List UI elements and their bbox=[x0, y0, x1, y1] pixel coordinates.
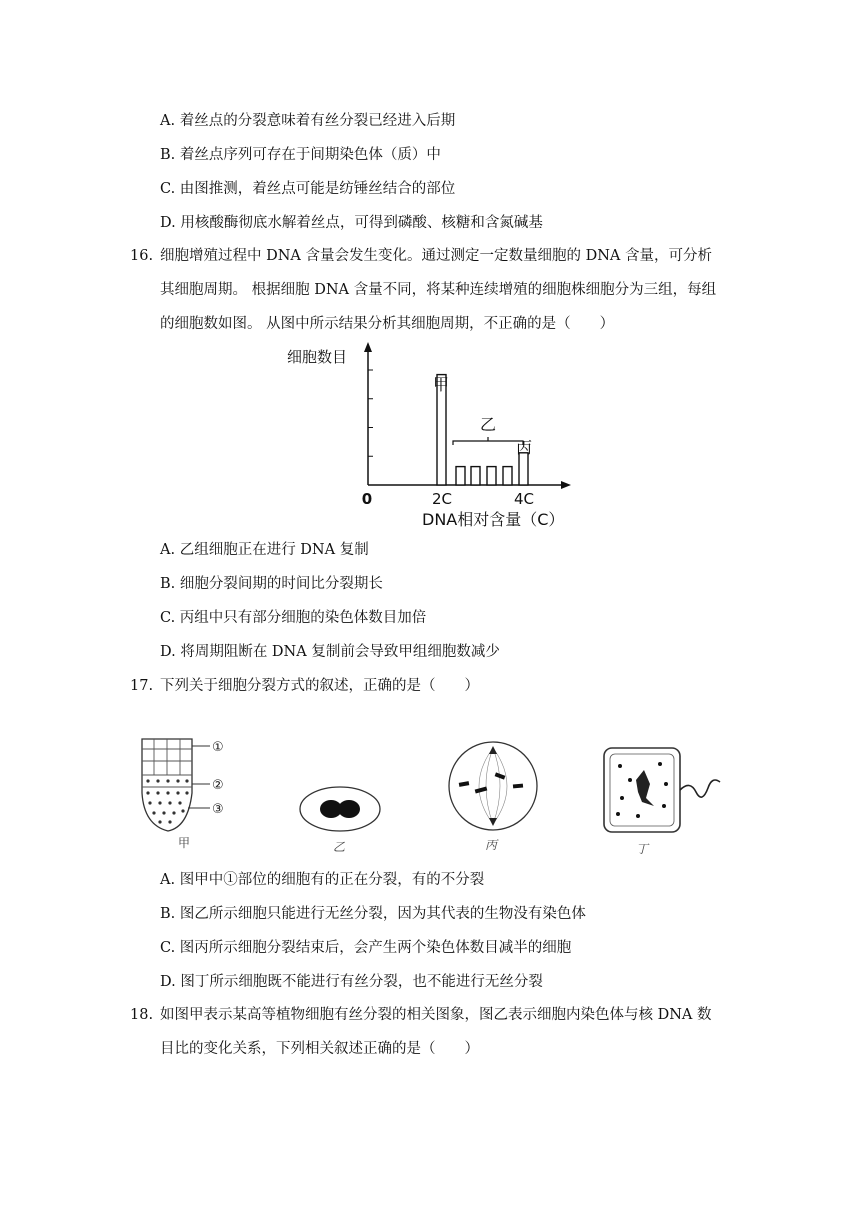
root-label-1: ① bbox=[212, 740, 224, 755]
q17-stem: 下列关于细胞分裂方式的叙述，正确的是（ ） bbox=[160, 678, 479, 694]
group-yi-bracket bbox=[453, 437, 523, 445]
bar-yi-2 bbox=[471, 467, 480, 485]
x-tick-4c: 4C bbox=[513, 490, 535, 508]
root-label-2: ② bbox=[212, 778, 224, 793]
q17-number: 17. bbox=[130, 678, 154, 694]
q15-option-d: D. 用核酸酶彻底水解着丝点，可得到磷酸、核糖和含氮碱基 bbox=[160, 215, 543, 231]
q17-option-c: C. 图丙所示细胞分裂结束后，会产生两个染色体数目减半的细胞 bbox=[160, 940, 572, 956]
q17-option-a: A. 图甲中①部位的细胞有的正在分裂，有的不分裂 bbox=[160, 872, 485, 888]
q16-stem-line-1: 细胞增殖过程中 DNA 含量会发生变化。通过测定一定数量细胞的 DNA 含量，可分析 bbox=[160, 248, 713, 264]
group-label-yi: 乙 bbox=[479, 415, 497, 434]
bar-yi-3 bbox=[487, 467, 496, 485]
q16-option-c: C. 丙组中只有部分细胞的染色体数目加倍 bbox=[160, 610, 427, 626]
q18-stem-line-1: 如图甲表示某高等植物细胞有丝分裂的相关图象，图乙表示细胞内染色体与核 DNA 数 bbox=[160, 1007, 712, 1023]
figure-label-jia: 甲 bbox=[178, 836, 191, 850]
figure-label-ding: 丁 bbox=[636, 842, 649, 856]
bar-yi-4 bbox=[503, 467, 512, 485]
bar-bing bbox=[519, 453, 528, 485]
q18-number: 18. bbox=[130, 1007, 154, 1023]
figure-label-yi: 乙 bbox=[333, 840, 346, 854]
q16-stem-line-3: 的细胞数如图。 从图中所示结果分析其细胞周期，不正确的是（ ） bbox=[160, 316, 615, 332]
q15-option-a: A. 着丝点的分裂意味着有丝分裂已经进入后期 bbox=[160, 113, 456, 129]
group-label-bing: 丙 bbox=[515, 438, 533, 457]
y-axis-arrow bbox=[364, 342, 372, 352]
group-label-jia: 甲 bbox=[432, 375, 450, 394]
root-tip-figure bbox=[130, 735, 240, 850]
prokaryotic-cell-figure bbox=[600, 740, 740, 860]
q16-option-b: B. 细胞分裂间期的时间比分裂期长 bbox=[160, 576, 383, 592]
y-axis-label: 细胞数目 bbox=[287, 348, 348, 366]
x-axis-arrow bbox=[561, 481, 571, 489]
bar-yi-1 bbox=[456, 467, 465, 485]
origin-label: 0 bbox=[361, 490, 373, 508]
root-label-3: ③ bbox=[212, 802, 224, 817]
q15-option-c: C. 由图推测，着丝点可能是纺锤丝结合的部位 bbox=[160, 181, 456, 197]
q16-stem-line-2: 其细胞周期。 根据细胞 DNA 含量不同，将某种连续增殖的细胞株细胞分为三组，每组 bbox=[160, 282, 717, 298]
q16-option-a: A. 乙组细胞正在进行 DNA 复制 bbox=[160, 542, 369, 558]
q18-stem-line-2: 目比的变化关系，下列相关叙述正确的是（ ） bbox=[160, 1041, 479, 1057]
q17-option-b: B. 图乙所示细胞只能进行无丝分裂，因为其代表的生物没有染色体 bbox=[160, 906, 586, 922]
mitosis-cell-figure bbox=[445, 738, 545, 853]
q16-number: 16. bbox=[130, 248, 154, 264]
q15-option-b: B. 着丝点序列可存在于间期染色体（质）中 bbox=[160, 147, 441, 163]
figure-label-bing: 丙 bbox=[485, 838, 498, 852]
x-tick-2c: 2C bbox=[431, 490, 453, 508]
x-axis-label: DNA相对含量（C） bbox=[422, 510, 565, 529]
amitosis-cell-figure bbox=[295, 785, 385, 855]
q16-option-d: D. 将周期阻断在 DNA 复制前会导致甲组细胞数减少 bbox=[160, 644, 500, 660]
dna-content-bar-chart bbox=[275, 340, 595, 530]
q17-option-d: D. 图丁所示细胞既不能进行有丝分裂，也不能进行无丝分裂 bbox=[160, 974, 543, 990]
